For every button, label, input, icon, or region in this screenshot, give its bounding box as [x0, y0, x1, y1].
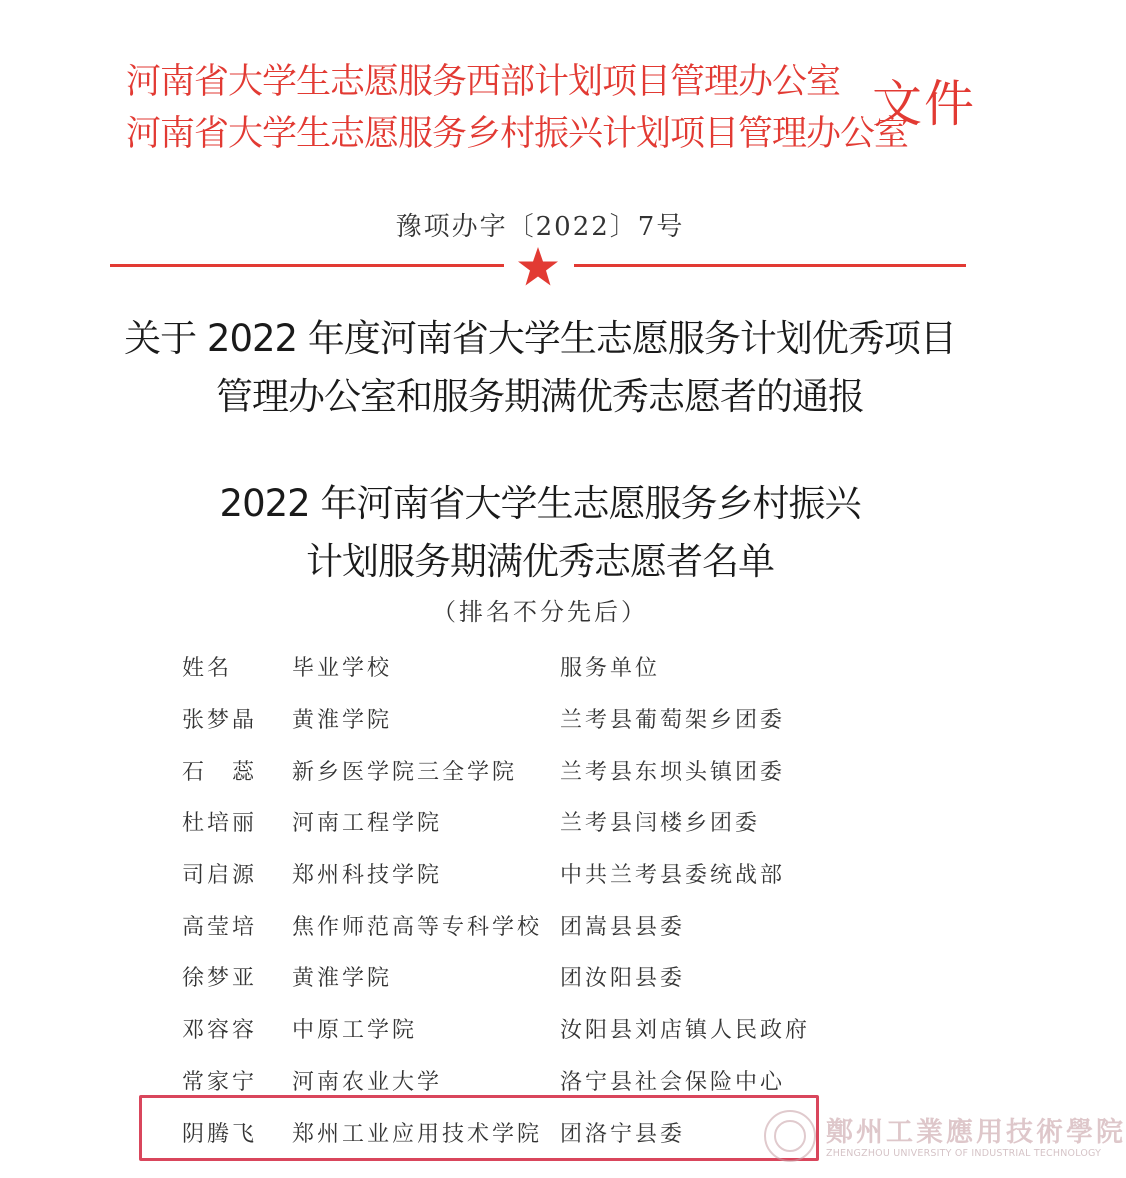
school-watermark — [764, 1108, 1126, 1170]
graduate-school: 郑州科技学院 — [292, 863, 443, 889]
red-star-icon — [517, 246, 559, 288]
header-school: 毕业学校 — [292, 656, 393, 682]
graduate-school: 焦作师范高等专科学校 — [292, 914, 543, 940]
issuer-block — [126, 56, 909, 160]
table-row — [178, 899, 860, 951]
school-seal-icon — [764, 1110, 816, 1162]
list-title-line-2: 计划服务期满优秀志愿者名单 — [306, 540, 774, 583]
list-title — [0, 475, 1080, 591]
red-divider-right — [574, 264, 966, 267]
service-unit: 团嵩县县委 — [560, 914, 686, 940]
graduate-school: 河南农业大学 — [292, 1069, 443, 1095]
header-unit: 服务单位 — [560, 656, 661, 682]
graduate-school: 郑州工业应用技术学院 — [292, 1121, 543, 1147]
issuer-line-1: 河南省大学生志愿服务西部计划项目管理办公室 — [126, 62, 841, 102]
volunteer-name: 司启源 — [182, 863, 258, 889]
table-row — [178, 744, 860, 796]
table-row — [178, 848, 860, 900]
watermark-english-name: ZHENGZHOU UNIVERSITY OF INDUSTRIAL TECHNOLOGY — [826, 1148, 1102, 1159]
volunteer-name: 阴腾飞 — [182, 1121, 258, 1147]
graduate-school: 黄淮学院 — [292, 708, 393, 734]
doc-type-label: 文件 — [872, 75, 976, 133]
service-unit: 兰考县东坝头镇团委 — [560, 759, 786, 785]
volunteer-name: 张梦晶 — [182, 708, 258, 734]
watermark-school-name: 鄭州工業應用技術學院 — [826, 1117, 1126, 1148]
table-row — [178, 693, 860, 745]
volunteer-name: 邓容容 — [182, 1018, 258, 1044]
main-title-line-1: 关于 2022 年度河南省大学生志愿服务计划优秀项目 — [124, 317, 956, 360]
list-title-line-1: 2022 年河南省大学生志愿服务乡村振兴 — [219, 482, 861, 525]
header-name: 姓名 — [182, 656, 233, 682]
doc-number: 豫项办字〔2022〕7号 — [395, 212, 685, 242]
table-row — [178, 796, 860, 848]
service-unit: 汝阳县刘店镇人民政府 — [560, 1018, 811, 1044]
service-unit: 兰考县葡萄架乡团委 — [560, 708, 786, 734]
table-header-row — [178, 641, 860, 693]
volunteer-table — [178, 641, 860, 1158]
service-unit: 团洛宁县委 — [560, 1121, 686, 1147]
service-unit: 洛宁县社会保险中心 — [560, 1069, 786, 1095]
table-row — [178, 1003, 860, 1055]
graduate-school: 黄淮学院 — [292, 966, 393, 992]
service-unit: 兰考县闫楼乡团委 — [560, 811, 761, 837]
graduate-school: 河南工程学院 — [292, 811, 443, 837]
service-unit: 中共兰考县委统战部 — [560, 863, 786, 889]
volunteer-name: 高莹培 — [182, 914, 258, 940]
highlight-box — [139, 1095, 819, 1161]
red-divider-left — [110, 264, 504, 267]
volunteer-name: 徐梦亚 — [182, 966, 258, 992]
graduate-school: 中原工学院 — [292, 1018, 418, 1044]
volunteer-name: 常家宁 — [182, 1069, 258, 1095]
issuer-line-2: 河南省大学生志愿服务乡村振兴计划项目管理办公室 — [126, 114, 909, 154]
graduate-school: 新乡医学院三全学院 — [292, 759, 518, 785]
service-unit: 团汝阳县委 — [560, 966, 686, 992]
main-title-line-2: 管理办公室和服务期满优秀志愿者的通报 — [216, 375, 864, 418]
ordering-note: （排名不分先后） — [432, 598, 648, 626]
volunteer-name: 石 蕊 — [182, 759, 258, 785]
main-title — [0, 310, 1080, 426]
table-row — [178, 951, 860, 1003]
volunteer-name: 杜培丽 — [182, 811, 258, 837]
